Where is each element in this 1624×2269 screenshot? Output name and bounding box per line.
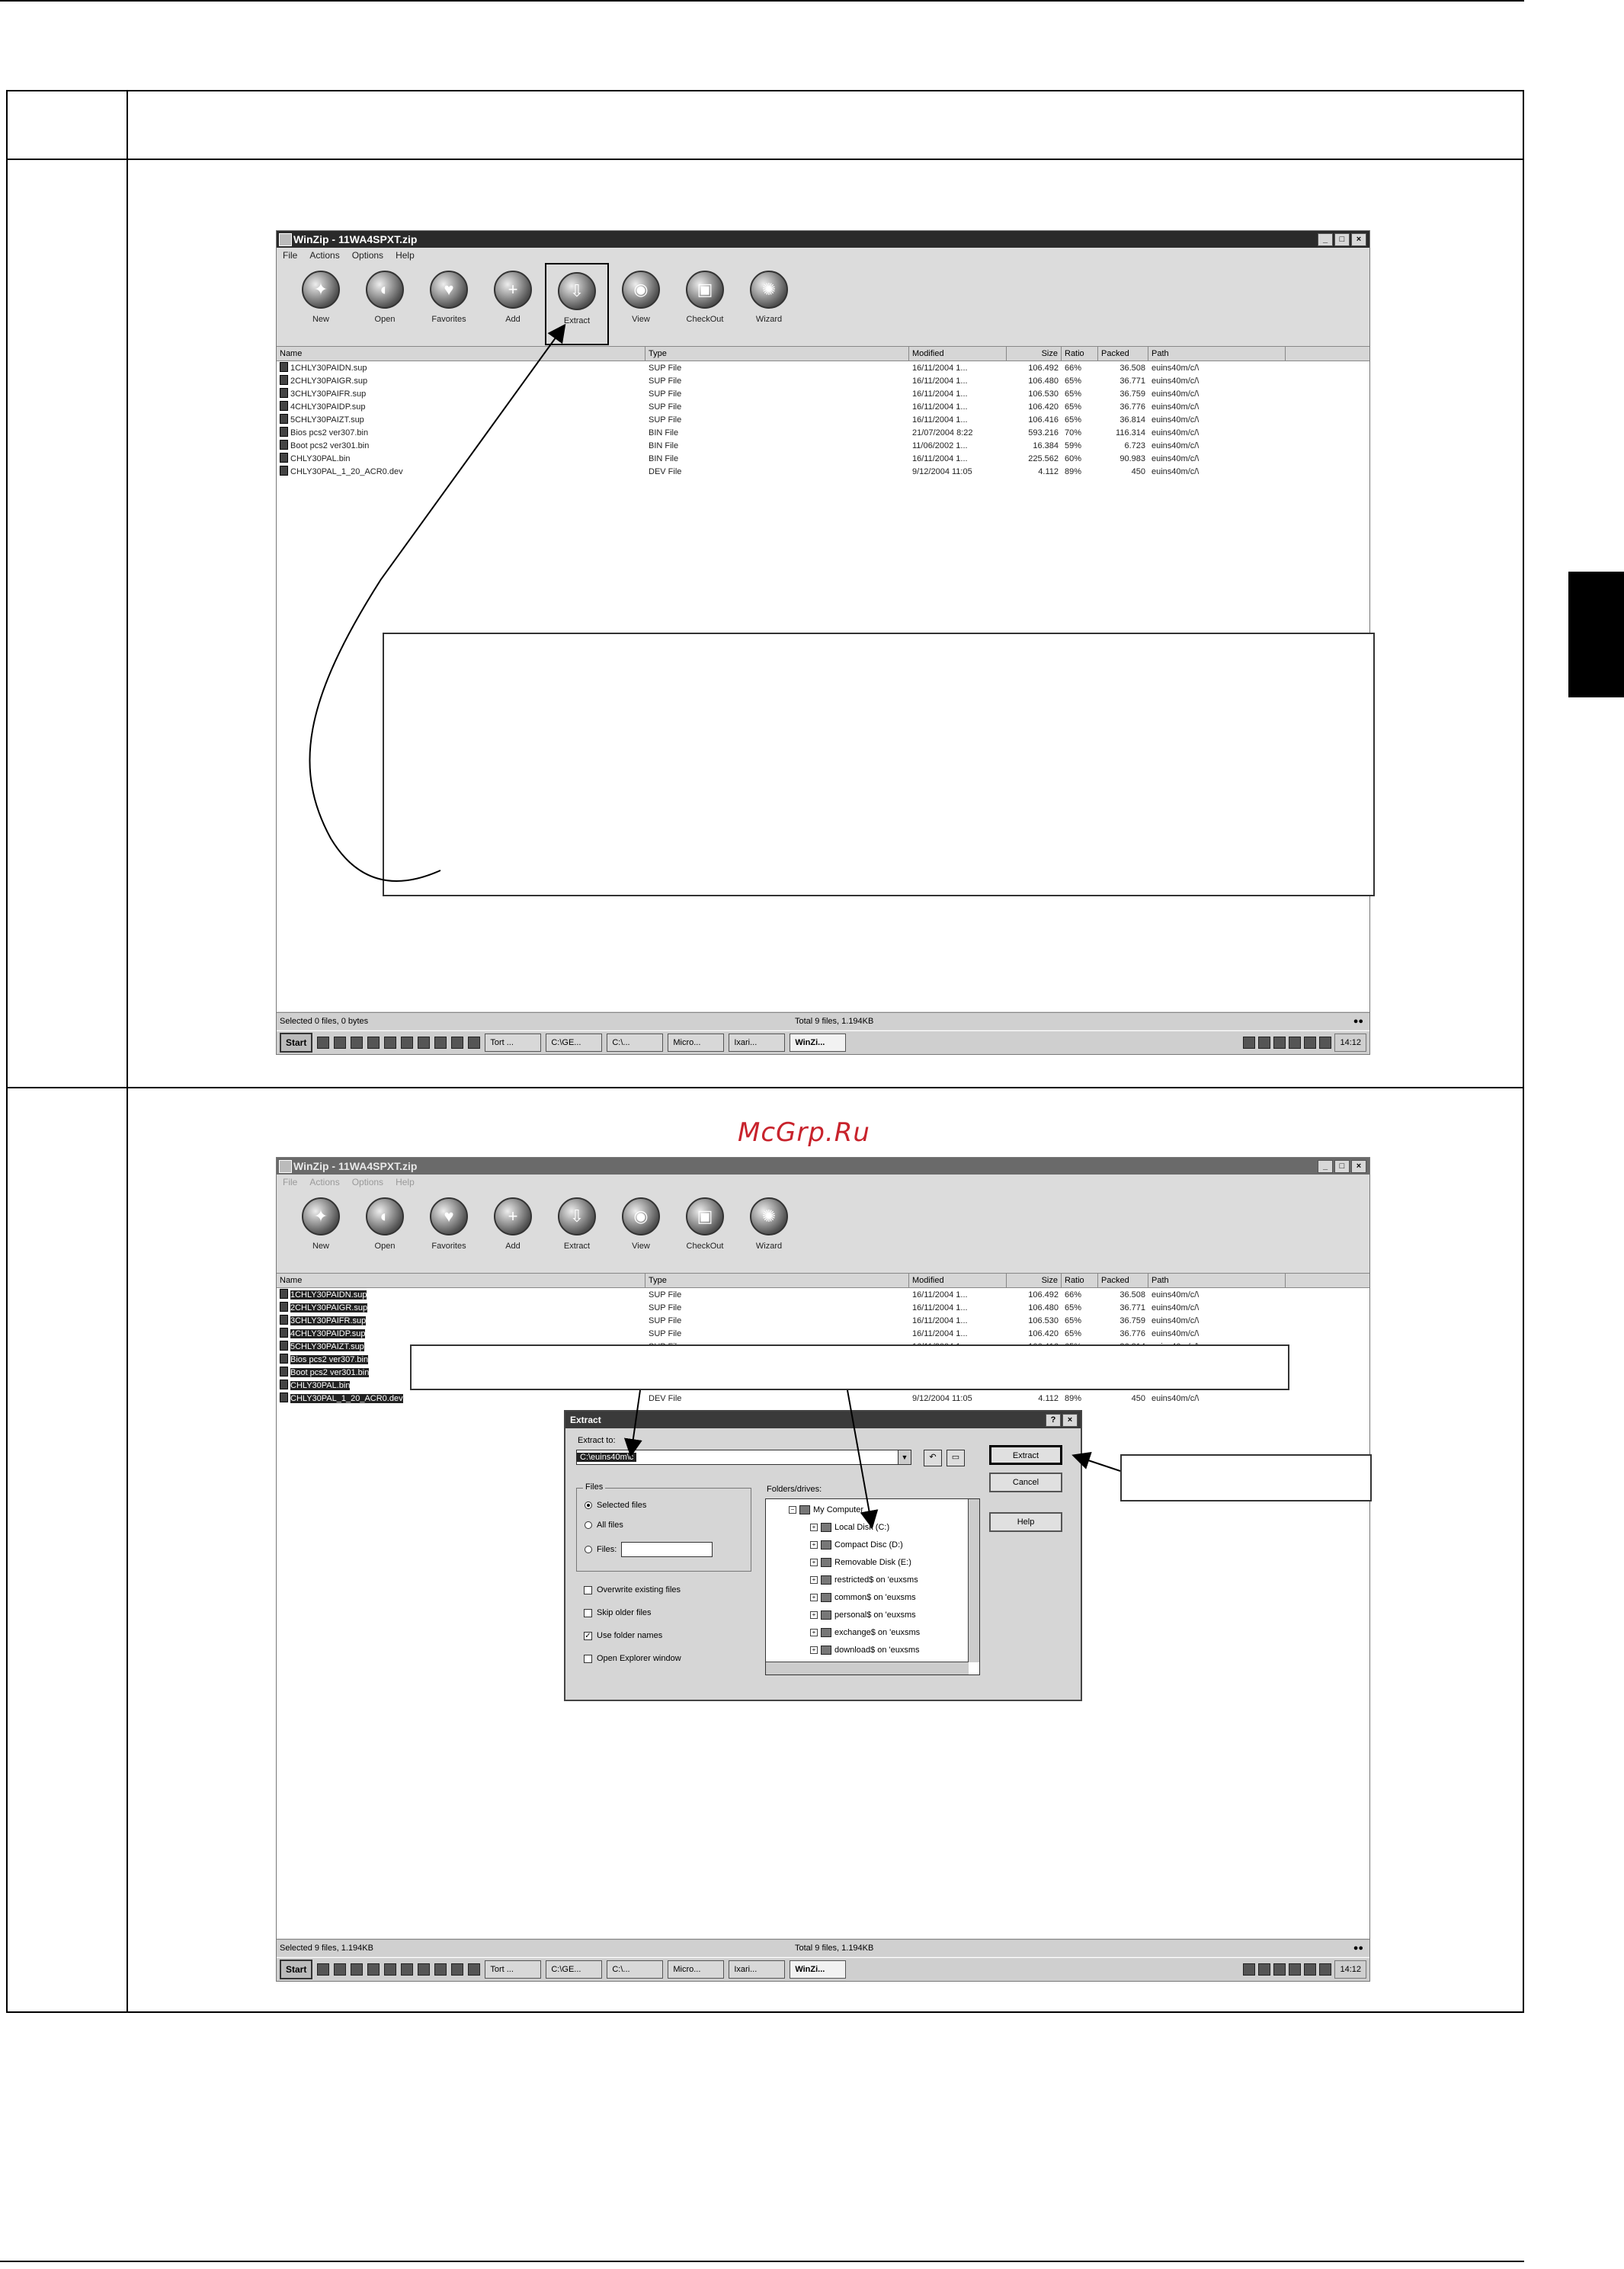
cell-packed: 36.776 [1120, 1329, 1145, 1338]
status-selected: Selected 9 files, 1.194KB [280, 1944, 373, 1953]
cell-type: BIN File [649, 441, 679, 450]
watermark: McGrp.Ru [738, 1117, 870, 1148]
window-title: WinZip - 11WA4SPXT.zip [293, 1160, 418, 1172]
file-name: Bios pcs2 ver307.bin [290, 428, 369, 437]
cell-type: SUP File [649, 389, 682, 399]
cell-size: 106.492 [1028, 364, 1059, 373]
toolbar-view-button[interactable]: ◉ View [609, 1190, 673, 1272]
cell-path: euins40m/c/\ [1152, 364, 1200, 373]
arrow-to-extract-to [631, 1390, 640, 1454]
cell-packed: 36.771 [1120, 1303, 1145, 1312]
cell-ratio: 65% [1065, 377, 1082, 386]
favorites-icon: ♥ [430, 1197, 468, 1235]
menu-file[interactable]: File [283, 1177, 298, 1187]
cell-packed: 36.776 [1120, 402, 1145, 412]
cell-size: 106.416 [1028, 415, 1059, 425]
cell-type: SUP File [649, 377, 682, 386]
arrow-to-folders-tree [847, 1390, 872, 1526]
close-button[interactable]: × [1351, 1160, 1366, 1173]
browse-folder-icon[interactable]: ↶ [924, 1450, 942, 1466]
toolbar-extract-button[interactable]: ⇩ Extract [545, 1190, 609, 1272]
cell-modified: 16/11/2004 1... [912, 389, 968, 399]
cell-packed: 6.723 [1124, 441, 1145, 450]
cell-modified: 11/06/2002 1... [912, 441, 968, 450]
selected-files-radio[interactable]: Selected files [585, 1501, 646, 1510]
menu-actions[interactable]: Actions [309, 250, 340, 261]
cell-ratio: 65% [1065, 402, 1082, 412]
extract-icon: ⇩ [558, 272, 596, 310]
column-header-modified[interactable]: Modified [909, 347, 1007, 361]
add-icon: + [494, 271, 532, 309]
column-header-name[interactable]: Name [277, 347, 645, 361]
column-header-packed[interactable]: Packed [1098, 1274, 1148, 1287]
file-name: CHLY30PAL_1_20_ACR0.dev [290, 1394, 403, 1403]
menu-actions[interactable]: Actions [309, 1177, 340, 1187]
taskbar-item-winzip[interactable]: WinZi... [790, 1960, 846, 1979]
open-explorer-checkbox[interactable]: Open Explorer window [584, 1654, 681, 1663]
cancel-button[interactable]: Cancel [989, 1473, 1062, 1492]
cell-type: SUP File [649, 1290, 682, 1300]
cell-type: BIN File [649, 428, 679, 437]
window-title: WinZip - 11WA4SPXT.zip [293, 233, 418, 245]
cell-modified: 9/12/2004 11:05 [912, 467, 972, 476]
cell-size: 16.384 [1033, 441, 1059, 450]
file-name: Boot pcs2 ver301.bin [290, 1368, 370, 1377]
cell-path: euins40m/c/\ [1152, 1316, 1200, 1325]
tree-item[interactable]: + Local Disk (C:) [810, 1523, 889, 1532]
cell-packed: 116.314 [1116, 428, 1145, 437]
taskbar-item[interactable]: Ixari... [729, 1960, 785, 1979]
checkout-icon: ▣ [686, 271, 724, 309]
cell-ratio: 65% [1065, 1329, 1082, 1338]
taskbar-item[interactable]: Tort ... [485, 1034, 541, 1052]
cell-size: 106.480 [1028, 1303, 1059, 1312]
column-header-size[interactable]: Size [1007, 347, 1062, 361]
tree-item[interactable]: + download$ on 'euxsms [810, 1646, 920, 1655]
cell-packed: 450 [1131, 1394, 1145, 1403]
toolbar-favorites-button[interactable]: ♥ Favorites [417, 1190, 481, 1272]
file-name: 1CHLY30PAIDN.sup [290, 364, 367, 373]
column-header-path[interactable]: Path [1148, 1274, 1286, 1287]
tree-item[interactable]: + common$ on 'euxsms [810, 1593, 916, 1602]
view-icon: ◉ [622, 1197, 660, 1235]
menu-help[interactable]: Help [396, 250, 415, 261]
tree-item[interactable]: + exchange$ on 'euxsms [810, 1628, 920, 1637]
cell-path: euins40m/c/\ [1152, 1394, 1200, 1403]
taskbar-item[interactable]: C:\... [607, 1960, 663, 1979]
dialog-close-icon[interactable]: × [1062, 1414, 1078, 1427]
cell-path: euins40m/c/\ [1152, 428, 1200, 437]
tree-item[interactable]: + personal$ on 'euxsms [810, 1610, 916, 1620]
toolbar-new-button[interactable]: ✦ New [289, 263, 353, 345]
cell-modified: 16/11/2004 1... [912, 415, 968, 425]
cell-size: 106.530 [1028, 1316, 1059, 1325]
toolbar-checkout-button[interactable]: ▣ CheckOut [673, 1190, 737, 1272]
tree-item[interactable]: − My Computer [789, 1505, 863, 1514]
cell-path: euins40m/c/\ [1152, 402, 1200, 412]
open-archive-icon: ◐ [366, 1197, 404, 1235]
cell-ratio: 65% [1065, 415, 1082, 425]
cell-size: 225.562 [1028, 454, 1059, 463]
cell-packed: 36.508 [1120, 364, 1145, 373]
toolbar-wizard-button[interactable]: ✺ Wizard [737, 263, 801, 345]
toolbar-add-button[interactable]: + Add [481, 1190, 545, 1272]
file-name: 5CHLY30PAIZT.sup [290, 415, 364, 425]
close-button[interactable]: × [1351, 233, 1366, 246]
toolbar-extract-button-highlighted[interactable]: ⇩ Extract [545, 263, 609, 345]
file-name: 3CHLY30PAIFR.sup [290, 389, 367, 399]
cell-packed: 36.508 [1120, 1290, 1145, 1300]
toolbar-view-button[interactable]: ◉ View [609, 263, 673, 345]
cell-path: euins40m/c/\ [1152, 1290, 1200, 1300]
status-selected: Selected 0 files, 0 bytes [280, 1017, 369, 1026]
file-name: 2CHLY30PAIGR.sup [290, 377, 368, 386]
extract-dialog-title: Extract [565, 1412, 1081, 1428]
cell-path: euins40m/c/\ [1152, 454, 1200, 463]
cell-packed: 36.759 [1120, 389, 1145, 399]
new-archive-icon: ✦ [302, 271, 340, 309]
cell-modified: 16/11/2004 1... [912, 1316, 968, 1325]
cell-type: SUP File [649, 1303, 682, 1312]
taskbar-item[interactable]: C:\GE... [546, 1960, 602, 1979]
cell-ratio: 70% [1065, 428, 1082, 437]
taskbar-item[interactable]: Micro... [668, 1034, 724, 1052]
cell-modified: 16/11/2004 1... [912, 1303, 968, 1312]
status-lights-icon: ●● [1353, 1017, 1363, 1026]
minimize-button[interactable]: _ [1318, 1160, 1333, 1173]
column-header-ratio[interactable]: Ratio [1062, 1274, 1098, 1287]
file-name: Bios pcs2 ver307.bin [290, 1355, 369, 1364]
menu-options[interactable]: Options [351, 250, 384, 261]
wizard-icon: ✺ [750, 271, 788, 309]
cell-size: 106.420 [1028, 402, 1059, 412]
toolbar-wizard-button[interactable]: ✺ Wizard [737, 1190, 801, 1272]
toolbar-new-button[interactable]: ✦ New [289, 1190, 353, 1272]
cell-ratio: 65% [1065, 1303, 1082, 1312]
cell-size: 593.216 [1028, 428, 1059, 437]
arrow-to-extract-button [309, 326, 564, 881]
cell-size: 106.480 [1028, 377, 1059, 386]
check-icon: ✓ [585, 1631, 591, 1640]
cell-packed: 90.983 [1120, 454, 1145, 463]
new-folder-icon[interactable]: ▭ [947, 1450, 965, 1466]
cell-modified: 16/11/2004 1... [912, 1290, 968, 1300]
cell-path: euins40m/c/\ [1152, 389, 1200, 399]
cell-modified: 9/12/2004 11:05 [912, 1394, 972, 1403]
cell-ratio: 66% [1065, 1290, 1082, 1300]
cell-ratio: 65% [1065, 1316, 1082, 1325]
cell-type: SUP File [649, 1329, 682, 1338]
taskbar-item-winzip[interactable]: WinZi... [790, 1034, 846, 1052]
tree-item[interactable]: + restricted$ on 'euxsms [810, 1575, 918, 1585]
start-button[interactable]: Start [280, 1033, 312, 1053]
cell-ratio: 59% [1065, 441, 1082, 450]
cell-type: SUP File [649, 1316, 682, 1325]
extract-to-value: C:\euins40m\c [577, 1453, 636, 1462]
cell-type: DEV File [649, 1394, 682, 1403]
file-name: Boot pcs2 ver301.bin [290, 441, 370, 450]
tree-item[interactable]: + Compact Disc (D:) [810, 1540, 903, 1550]
cell-modified: 16/11/2004 1... [912, 454, 968, 463]
column-header-modified[interactable]: Modified [909, 1274, 1007, 1287]
taskbar-item[interactable]: C:\GE... [546, 1034, 602, 1052]
skip-older-checkbox[interactable]: Skip older files [584, 1608, 652, 1617]
cell-modified: 21/07/2004 8:22 [912, 428, 973, 437]
cell-packed: 36.814 [1120, 415, 1145, 425]
toolbar-open-button[interactable]: ◐ Open [353, 263, 417, 345]
cell-ratio: 65% [1065, 389, 1082, 399]
favorites-icon: ♥ [430, 271, 468, 309]
column-header-path[interactable]: Path [1148, 347, 1286, 361]
cell-path: euins40m/c/\ [1152, 415, 1200, 425]
all-files-radio[interactable]: All files [585, 1521, 623, 1530]
minimize-button[interactable]: _ [1318, 233, 1333, 246]
files-group-label: Files [583, 1482, 605, 1492]
menu-options[interactable]: Options [351, 1177, 384, 1187]
taskbar-item[interactable]: Micro... [668, 1960, 724, 1979]
cell-modified: 16/11/2004 1... [912, 364, 968, 373]
arrow-to-extract-ok [1075, 1456, 1120, 1471]
file-name: 1CHLY30PAIDN.sup [290, 1290, 367, 1300]
files-radio[interactable]: Files: [585, 1542, 713, 1557]
status-total: Total 9 files, 1.194KB [795, 1944, 874, 1953]
toolbar-open-button[interactable]: ◐ Open [353, 1190, 417, 1272]
cell-type: BIN File [649, 454, 679, 463]
taskbar-item[interactable]: Tort ... [485, 1960, 541, 1979]
add-icon: + [494, 1197, 532, 1235]
maximize-button[interactable]: □ [1334, 233, 1350, 246]
cell-modified: 16/11/2004 1... [912, 1329, 968, 1338]
toolbar-checkout-button[interactable]: ▣ CheckOut [673, 263, 737, 345]
folders-drives-label: Folders/drives: [767, 1485, 822, 1494]
cell-path: euins40m/c/\ [1152, 441, 1200, 450]
cell-size: 106.492 [1028, 1290, 1059, 1300]
cell-ratio: 89% [1065, 1394, 1082, 1403]
overwrite-checkbox[interactable]: Overwrite existing files [584, 1585, 681, 1594]
open-archive-icon: ◐ [366, 271, 404, 309]
cell-packed: 36.759 [1120, 1316, 1145, 1325]
cell-path: euins40m/c/\ [1152, 1303, 1200, 1312]
taskbar-item[interactable]: C:\... [607, 1034, 663, 1052]
taskbar-clock: 14:12 [1334, 1034, 1366, 1052]
column-header-size[interactable]: Size [1007, 1274, 1062, 1287]
column-header-name[interactable]: Name [277, 1274, 645, 1287]
cell-path: euins40m/c/\ [1152, 1329, 1200, 1338]
cell-ratio: 66% [1065, 364, 1082, 373]
cell-type: DEV File [649, 467, 682, 476]
maximize-button[interactable]: □ [1334, 1160, 1350, 1173]
view-icon: ◉ [622, 271, 660, 309]
cell-ratio: 89% [1065, 467, 1082, 476]
file-name: 5CHLY30PAIZT.sup [290, 1342, 364, 1351]
cell-packed: 450 [1131, 467, 1145, 476]
cell-path: euins40m/c/\ [1152, 377, 1200, 386]
dialog-help-icon[interactable]: ? [1046, 1414, 1061, 1427]
cell-type: SUP File [649, 415, 682, 425]
cell-path: euins40m/c/\ [1152, 467, 1200, 476]
cell-type: SUP File [649, 402, 682, 412]
start-button[interactable]: Start [280, 1960, 312, 1979]
file-name: CHLY30PAL.bin [290, 1381, 351, 1390]
file-name: CHLY30PAL_1_20_ACR0.dev [290, 467, 403, 476]
column-header-type[interactable]: Type [645, 347, 909, 361]
cell-packed: 36.771 [1120, 377, 1145, 386]
menu-file[interactable]: File [283, 250, 298, 261]
new-archive-icon: ✦ [302, 1197, 340, 1235]
file-name: 4CHLY30PAIDP.sup [290, 1329, 366, 1338]
taskbar-clock: 14:12 [1334, 1960, 1366, 1979]
column-header-type[interactable]: Type [645, 1274, 909, 1287]
status-total: Total 9 files, 1.194KB [795, 1017, 874, 1026]
cell-modified: 16/11/2004 1... [912, 377, 968, 386]
cell-type: SUP File [649, 364, 682, 373]
status-lights-icon: ●● [1353, 1944, 1363, 1953]
cell-modified: 16/11/2004 1... [912, 402, 968, 412]
extract-icon: ⇩ [558, 1197, 596, 1235]
file-name: 2CHLY30PAIGR.sup [290, 1303, 368, 1312]
file-name: 3CHLY30PAIFR.sup [290, 1316, 367, 1325]
use-folder-names-checkbox[interactable]: ✓ Use folder names [585, 1631, 663, 1640]
column-header-packed[interactable]: Packed [1098, 347, 1148, 361]
cell-size: 106.530 [1028, 389, 1059, 399]
chevron-down-icon[interactable]: ▼ [898, 1450, 911, 1464]
extract-to-label: Extract to: [578, 1436, 616, 1445]
wizard-icon: ✺ [750, 1197, 788, 1235]
toolbar-add-button[interactable]: + Add [481, 263, 545, 345]
taskbar-item[interactable]: Ixari... [729, 1034, 785, 1052]
cell-size: 4.112 [1038, 467, 1059, 476]
extract-button[interactable]: Extract [989, 1445, 1062, 1465]
tree-item[interactable]: + Removable Disk (E:) [810, 1558, 911, 1567]
cell-size: 4.112 [1038, 1394, 1059, 1403]
file-name: 4CHLY30PAIDP.sup [290, 402, 366, 412]
cell-size: 106.420 [1028, 1329, 1059, 1338]
checkout-icon: ▣ [686, 1197, 724, 1235]
column-header-ratio[interactable]: Ratio [1062, 347, 1098, 361]
menu-help[interactable]: Help [396, 1177, 415, 1187]
help-button[interactable]: Help [989, 1512, 1062, 1532]
cell-ratio: 60% [1065, 454, 1082, 463]
file-name: CHLY30PAL.bin [290, 454, 351, 463]
toolbar-favorites-button[interactable]: ♥ Favorites [417, 263, 481, 345]
